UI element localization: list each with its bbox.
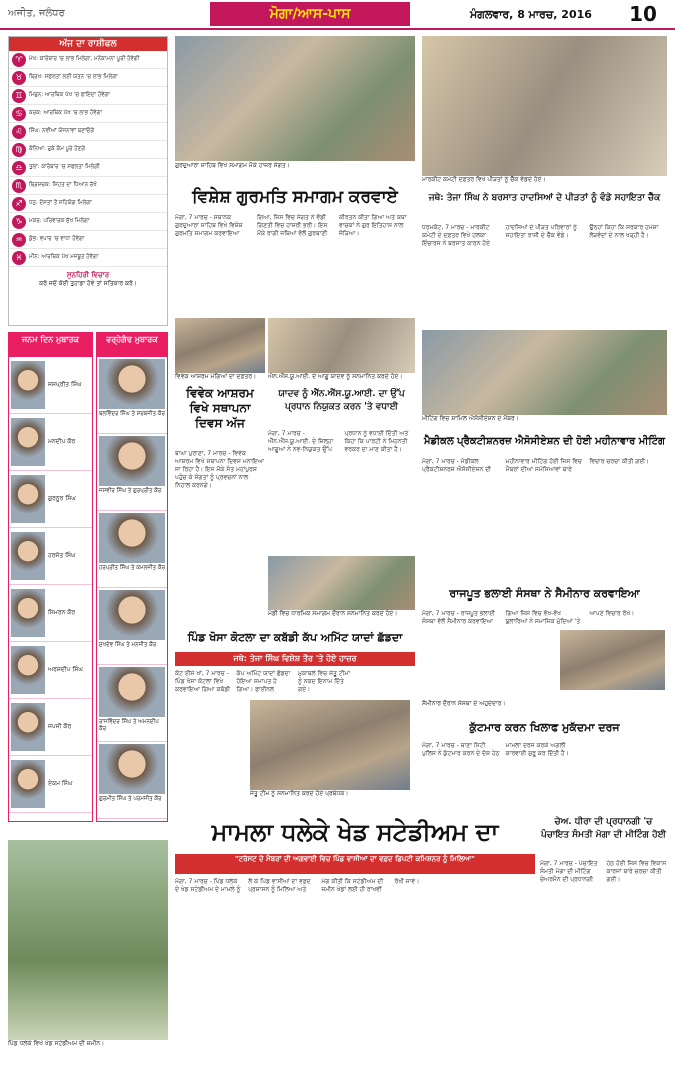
zodiac-row xyxy=(9,105,167,123)
zodiac-text: ਕੰਨਿਆ: ਰੁਕੇ ਕੰਮ ਪੂਰੇ ਹੋਣਗੇ xyxy=(29,146,86,152)
horoscope-box xyxy=(8,36,168,326)
zodiac-text: ਬ੍ਰਿਖ: ਸਫਲਤਾ ਲਈ ਯਤਨ 'ਚ ਲਾਭ ਮਿਲੇਗਾ xyxy=(29,74,118,80)
zodiac-text: ਮੀਨ: ਆਰਥਿਕ ਪੱਖ ਮਜ਼ਬੂਤ ਹੋਵੇਗਾ xyxy=(29,254,99,260)
medical-photo xyxy=(422,330,667,415)
medical-caption: ਮੀਟਿੰਗ ਵਿਚ ਸ਼ਾਮਿਲ ਐਸੋਸੀਏਸ਼ਨ ਦੇ ਮੈਂਬਰ। xyxy=(422,415,667,427)
page-header xyxy=(0,0,675,30)
anniversary-card xyxy=(97,511,167,588)
couple-photo xyxy=(99,590,165,640)
samagam-photo xyxy=(175,36,415,161)
zodiac-text: ਮਕਰ: ਪਰਿਵਾਰਕ ਸੁੱਖ ਮਿਲੇਗਾ xyxy=(29,218,90,224)
zodiac-row xyxy=(9,249,167,267)
anniversary-list xyxy=(97,357,167,819)
stadium-photo xyxy=(8,840,168,1040)
samagam-headline: ਵਿਸ਼ੇਸ਼ ਗੁਰਮਤਿ ਸਮਾਗਮ ਕਰਵਾਏ xyxy=(192,187,398,207)
yadav-photo xyxy=(268,318,415,373)
date-label: ਮੰਗਲਵਾਰ, 8 ਮਾਰਚ, 2016 xyxy=(470,8,592,21)
medical-headline: ਮੈਡੀਕਲ ਪ੍ਰੈਕਟੀਸ਼ਨਰਜ਼ ਐਸੋਸੀਏਸ਼ਨ ਦੀ ਹੋਈ ਮਹੀਨਾਵਾਰ ਮੀਟਿੰਗ xyxy=(424,436,665,447)
rajput-headline: ਰਾਜਪੂਤ ਭਲਾਈ ਸੰਸਥਾ ਨੇ ਸੈਮੀਨਾਰ ਕਰਵਾਇਆ xyxy=(449,587,640,600)
zodiac-text: ਸਿੰਘ: ਨਵੀਆਂ ਯੋਜਨਾਵਾਂ ਬਣਾਓਗੇ xyxy=(29,128,95,134)
zodiac-icon: ♑ xyxy=(12,215,26,229)
kabaddi-photo xyxy=(250,700,410,790)
zodiac-row xyxy=(9,177,167,195)
samagam-body: ਮੋਗਾ, 7 ਮਾਰਚ - ਸਥਾਨਕ ਗੁਰਦੁਆਰਾ ਸਾਹਿਬ ਵਿਖੇ ਵਿਸ਼ੇਸ਼ ਗੁਰਮਤਿ ਸਮਾਗਮ ਕਰਵਾਇਆ ਗਿਆ, ਜਿਸ ਵਿਚ ਸੰਗਤ ਨੇ ਵੱਡੀ ਗਿਣਤੀ ਵਿਚ ਹਾਜ਼ਰੀ ਭਰੀ। ਇਸ ਮੌਕੇ ਰਾਗੀ ਜਥਿਆਂ ਵੱਲੋਂ ਗੁਰਬਾਣੀ ਕੀਰਤਨ ਕੀਤਾ ਗਿਆ ਅਤੇ ਕਥਾ ਵਾਚਕਾਂ ਨੇ ਗੁਰ ਇਤਿਹਾਸ ਨਾਲ ਜੋੜਿਆ। xyxy=(175,214,407,237)
kabaddi-headline: ਪਿੰਡ ਖੋਸਾ ਕੋਟਲਾ ਦਾ ਕਬੱਡੀ ਕੱਪ ਅਮਿੱਟ ਯਾਦਾਂ ਛੱਡਦਾ xyxy=(187,631,403,644)
zodiac-text: ਤੁਲਾ: ਕਾਰੋਬਾਰ 'ਚ ਸਫਲਤਾ ਮਿਲੇਗੀ xyxy=(29,164,100,170)
birthday-name: ਜਸਪ੍ਰੀਤ ਸਿੰਘ xyxy=(48,381,82,388)
zodiac-icon: ♉ xyxy=(12,71,26,85)
chowk-photo xyxy=(422,36,667,176)
birthday-name: ਜਪਜੀ ਕੌਰ xyxy=(48,723,72,730)
zodiac-text: ਮੇਖ: ਕਾਰੋਬਾਰ 'ਚ ਲਾਭ ਮਿਲੇਗਾ, ਮਨੋਕਾਮਨਾ ਪੂਰੀ ਹੋਵੇਗੀ xyxy=(29,56,140,62)
anniversary-names: ਜਸਵੀਰ ਸਿੰਘ ਤੇ ਗੁਰਪ੍ਰੀਤ ਕੌਰ xyxy=(99,488,162,494)
zodiac-row xyxy=(9,69,167,87)
zodiac-row xyxy=(9,123,167,141)
zodiac-text: ਧਨੁ: ਦੋਸਤਾਂ ਤੋਂ ਸਹਿਯੋਗ ਮਿਲੇਗਾ xyxy=(29,200,92,206)
section-title: ਮੋਗਾ/ਆਸ-ਪਾਸ xyxy=(210,2,410,26)
avatar xyxy=(11,646,45,694)
couple-photo xyxy=(99,513,165,563)
zodiac-icon: ♊ xyxy=(12,89,26,103)
zodiac-icon: ♓ xyxy=(12,251,26,265)
zodiac-icon: ♒ xyxy=(12,233,26,247)
anniversary-box xyxy=(96,332,168,822)
zodiac-list xyxy=(9,51,167,267)
anniversary-card xyxy=(97,434,167,511)
birthday-card xyxy=(9,699,92,756)
mandi-caption: ਮੰਡੀ ਵਿਚ ਧਾਰਮਿਕ ਸਮਾਗਮ ਦੌਰਾਨ ਸਨਮਾਨਿਤ ਕਰਦੇ ਹੋਏ। xyxy=(268,610,415,622)
couple-photo xyxy=(99,744,165,794)
zodiac-text: ਬ੍ਰਿਸ਼ਚਕ: ਸਿਹਤ ਦਾ ਧਿਆਨ ਰੱਖੋ xyxy=(29,182,97,188)
couple-photo xyxy=(99,667,165,717)
birthday-box xyxy=(8,332,93,822)
anniversary-title: ਵਰ੍ਹੇਗੰਢ ਮੁਬਾਰਕ xyxy=(97,333,167,357)
rajput-body: ਮੋਗਾ, 7 ਮਾਰਚ - ਰਾਜਪੂਤ ਭਲਾਈ ਸੰਸਥਾ ਵੱਲੋਂ ਸੈਮੀਨਾਰ ਕਰਵਾਇਆ ਗਿਆ ਜਿਸ ਵਿਚ ਵੱਖ-ਵੱਖ ਬੁਲਾਰਿਆਂ ਨੇ ਸਮਾਜਿਕ ਮੁੱਦਿਆਂ 'ਤੇ ਆਪਣੇ ਵਿਚਾਰ ਰੱਖੇ। xyxy=(422,610,635,625)
chowk-caption: ਮਾਰਕੀਟ ਕਮੇਟੀ ਦਫ਼ਤਰ ਵਿਖੇ ਪੀੜਤਾਂ ਨੂੰ ਚੈੱਕ ਵੰਡਦੇ ਹੋਏ। xyxy=(422,176,667,190)
anniversary-card xyxy=(97,588,167,665)
avatar xyxy=(11,475,45,523)
birthday-name: ਸਿਮਰਨ ਕੌਰ xyxy=(48,609,76,616)
zodiac-row xyxy=(9,87,167,105)
birthday-name: ਹਰਜੋਤ ਸਿੰਘ xyxy=(48,552,76,559)
anniversary-card xyxy=(97,357,167,434)
birthday-name: ਅਰਸ਼ਦੀਪ ਸਿੰਘ xyxy=(48,666,83,673)
zodiac-icon: ♌ xyxy=(12,125,26,139)
ashram-headline: ਵਿਵੇਕ ਆਸ਼ਰਮ ਵਿਖੇ ਸਥਾਪਨਾ ਦਿਵਸ ਅੱਜ xyxy=(186,386,254,430)
yadav-headline: ਯਾਦਵ ਨੂੰ ਐੱਨ.ਐੱਸ.ਯੂ.ਆਈ. ਦਾ ਉੱਪ ਪ੍ਰਧਾਨ ਨਿਯੁਕਤ ਕਰਨ 'ਤੇ ਵਧਾਈ xyxy=(278,389,405,412)
stadium-body: ਮੋਗਾ, 7 ਮਾਰਚ - ਪਿੰਡ ਧਲੇਕੇ ਦੇ ਖੇਡ ਸਟੇਡੀਅਮ ਦੇ ਮਾਮਲੇ ਨੂੰ ਲੈ ਕੇ ਪਿੰਡ ਵਾਸੀਆਂ ਦਾ ਵਫ਼ਦ ਪ੍ਰਸ਼ਾਸਨ ਨੂੰ ਮਿਲਿਆ ਅਤੇ ਮੰਗ ਕੀਤੀ ਕਿ ਸਟੇਡੀਅਮ ਦੀ ਜ਼ਮੀਨ ਖੇਡਾਂ ਲਈ ਹੀ ਰਾਖਵੀਂ ਰੱਖੀ ਜਾਵੇ। xyxy=(175,878,420,893)
medical-body: ਮੋਗਾ, 7 ਮਾਰਚ - ਮੈਡੀਕਲ ਪ੍ਰੈਕਟੀਸ਼ਨਰਜ਼ ਐਸੋਸੀਏਸ਼ਨ ਦੀ ਮਹੀਨਾਵਾਰ ਮੀਟਿੰਗ ਹੋਈ ਜਿਸ ਵਿਚ ਮੈਂਬਰਾਂ ਦੀਆਂ ਸਮੱਸਿਆਵਾਂ ਬਾਰੇ ਵਿਚਾਰ ਚਰਚਾ ਕੀਤੀ ਗਈ। xyxy=(422,458,650,473)
panchayat-headline: ਚੇਅ. ਧੀਰਾ ਦੀ ਪ੍ਰਧਾਨਗੀ 'ਚ ਪੰਚਾਇਤ ਸੰਮਤੀ ਮੋਗਾ ਦੀ ਮੀਟਿੰਗ ਹੋਈ xyxy=(541,817,666,840)
ashram-caption: ਵਿਵੇਕ ਆਸ਼ਰਮ ਮੰਗਿਆਂ ਦਾ ਦਫ਼ਤਰ। xyxy=(175,373,265,383)
birthday-title: ਜਨਮ ਦਿਨ ਮੁਬਾਰਕ xyxy=(9,333,92,357)
mandi-photo xyxy=(268,556,415,610)
anniversary-names: ਸੁਖਦੇਵ ਸਿੰਘ ਤੇ ਮਨਜੀਤ ਕੌਰ xyxy=(99,642,157,648)
anniversary-names: ਬਲਵਿੰਦਰ ਸਿੰਘ ਤੇ ਸਰਬਜੀਤ ਕੌਰ xyxy=(99,411,165,417)
zodiac-row xyxy=(9,51,167,69)
thought-title: ਸੁਨਹਿਰੀ ਵਿਚਾਰ xyxy=(66,271,110,279)
zodiac-text: ਕੁੰਭ: ਵਪਾਰ 'ਚ ਵਾਧਾ ਹੋਵੇਗਾ xyxy=(29,236,85,242)
ashram-photo xyxy=(175,318,265,373)
avatar xyxy=(11,589,45,637)
ashram-body: ਬਾਘਾ ਪੁਰਾਣਾ, 7 ਮਾਰਚ - ਵਿਵੇਕ ਆਸ਼ਰਮ ਵਿਖੇ ਸਥਾਪਨਾ ਦਿਵਸ ਮਨਾਇਆ ਜਾ ਰਿਹਾ ਹੈ। ਇਸ ਮੌਕੇ ਸੰਤ ਮਹਾਂਪੁਰਸ਼ ਪਹੁੰਚ ਕੇ ਸੰਗਤਾਂ ਨੂੰ ਪ੍ਰਵਚਨਾਂ ਨਾਲ ਨਿਹਾਲ ਕਰਨਗੇ। xyxy=(175,450,264,489)
avatar xyxy=(11,703,45,751)
birthday-name: ਗੁਰਨੂਰ ਸਿੰਘ xyxy=(48,495,76,502)
birthday-name: ਏਕਮ ਸਿੰਘ xyxy=(48,780,73,787)
zodiac-icon: ♈ xyxy=(12,53,26,67)
birthday-list xyxy=(9,357,92,813)
zodiac-icon: ♐ xyxy=(12,197,26,211)
birthday-card xyxy=(9,357,92,414)
panchayat-body: ਮੋਗਾ, 7 ਮਾਰਚ - ਪੰਚਾਇਤ ਸੰਮਤੀ ਮੋਗਾ ਦੀ ਮੀਟਿੰਗ ਚੇਅਰਮੈਨ ਦੀ ਪ੍ਰਧਾਨਗੀ ਹੇਠ ਹੋਈ ਜਿਸ ਵਿਚ ਵਿਕਾਸ ਕਾਰਜਾਂ ਬਾਰੇ ਚਰਚਾ ਕੀਤੀ ਗਈ। xyxy=(540,860,667,883)
kabaddi-body: ਕੋਟ ਈਸੇ ਖਾਂ, 7 ਮਾਰਚ - ਪਿੰਡ ਖੋਸਾ ਕੋਟਲਾ ਵਿਖੇ ਕਰਵਾਇਆ ਗਿਆ ਕਬੱਡੀ ਕੱਪ ਅਮਿੱਟ ਯਾਦਾਂ ਛੱਡਦਾ ਹੋਇਆ ਸਮਾਪਤ ਹੋ ਗਿਆ। ਫਾਈਨਲ ਮੁਕਾਬਲੇ ਵਿਚ ਜੇਤੂ ਟੀਮਾਂ ਨੂੰ ਨਕਦ ਇਨਾਮ ਦਿੱਤੇ ਗਏ। xyxy=(175,670,351,693)
yadav-body: ਮੋਗਾ, 7 ਮਾਰਚ - ਐੱਨ.ਐੱਸ.ਯੂ.ਆਈ. ਦੇ ਜ਼ਿਲ੍ਹਾ ਆਗੂਆਂ ਨੇ ਨਵ-ਨਿਯੁਕਤ ਉੱਪ ਪ੍ਰਧਾਨ ਨੂੰ ਵਧਾਈ ਦਿੱਤੀ ਅਤੇ ਕਿਹਾ ਕਿ ਪਾਰਟੀ ਨੇ ਮਿਹਨਤੀ ਵਰਕਰ ਦਾ ਮਾਣ ਕੀਤਾ ਹੈ। xyxy=(268,430,409,453)
zodiac-row xyxy=(9,159,167,177)
avatar xyxy=(11,532,45,580)
yadav-caption: ਐਨ.ਐੱਸ.ਯੂ.ਆਈ. ਦੇ ਆਗੂ ਯਾਦਵ ਨੂੰ ਸਨਮਾਨਿਤ ਕਰਦੇ ਹੋਏ। xyxy=(268,373,415,383)
stadium-headline: ਮਾਮਲਾ ਧਲੇਕੇ ਖੇਡ ਸਟੇਡੀਅਮ ਦਾ xyxy=(211,817,499,846)
zodiac-row xyxy=(9,231,167,249)
zodiac-icon: ♏ xyxy=(12,179,26,193)
kutmar-headline: ਕੁੱਟਮਾਰ ਕਰਨ ਖਿਲਾਫ ਮੁਕੱਦਮਾ ਦਰਜ xyxy=(469,721,620,734)
kabaddi-subhead: ਜਥੇ: ਤੇਜਾ ਸਿੰਘ ਵਿਸ਼ੇਸ਼ ਤੌਰ 'ਤੇ ਹੋਏ ਹਾਜ਼ਰ xyxy=(175,652,415,666)
avatar xyxy=(11,361,45,409)
avatar xyxy=(11,418,45,466)
rajput-photo xyxy=(560,630,665,690)
rajput-caption: ਸੈਮੀਨਾਰ ਦੌਰਾਨ ਸੰਸਥਾ ਦੇ ਅਹੁਦੇਦਾਰ। xyxy=(422,700,667,712)
anniversary-card xyxy=(97,742,167,819)
birthday-card xyxy=(9,528,92,585)
horoscope-title: ਅੱਜ ਦਾ ਰਾਸ਼ੀਫਲ xyxy=(9,37,167,51)
couple-photo xyxy=(99,436,165,486)
anniversary-names: ਗੁਰਮੀਤ ਸਿੰਘ ਤੇ ਪਰਮਜੀਤ ਕੌਰ xyxy=(99,796,162,802)
samagam-caption: ਗੁਰਦੁਆਰਾ ਸਾਹਿਬ ਵਿਖੇ ਸਮਾਗਮ ਮੌਕੇ ਹਾਜ਼ਰ ਸੰਗਤ। xyxy=(175,162,415,180)
thought-text: ਕਰੋ ਜਦੋਂ ਕੋਈ ਤੁਹਾਡਾ ਹੋਵੇ ਤਾਂ ਸਤਿਕਾਰ ਕਰੋ। xyxy=(39,280,137,287)
couple-photo xyxy=(99,359,165,409)
stadium-photo-caption: ਪਿੰਡ ਧਲੇਕੇ ਵਿਖੇ ਖੇਡ ਸਟੇਡੀਅਮ ਦੀ ਜ਼ਮੀਨ। xyxy=(8,1040,168,1056)
anniversary-card xyxy=(97,665,167,742)
zodiac-icon: ♍ xyxy=(12,143,26,157)
anniversary-names: ਹਰਪ੍ਰੀਤ ਸਿੰਘ ਤੇ ਕਮਲਜੀਤ ਕੌਰ xyxy=(99,565,165,571)
edition-label: ਅਜੀਤ, ਜਲੰਧਰ xyxy=(8,8,65,19)
birthday-card xyxy=(9,414,92,471)
page-number: 10 xyxy=(629,2,657,26)
zodiac-row xyxy=(9,141,167,159)
zodiac-text: ਕਰਕ: ਆਰਥਿਕ ਪੱਖ 'ਚ ਲਾਭ ਹੋਵੇਗਾ xyxy=(29,110,103,116)
zodiac-icon: ♎ xyxy=(12,161,26,175)
birthday-card xyxy=(9,585,92,642)
chowk-body: ਧਰਮਕੋਟ, 7 ਮਾਰਚ - ਮਾਰਕੀਟ ਕਮੇਟੀ ਦੇ ਦਫ਼ਤਰ ਵਿਖੇ ਹਲਕਾ ਇੰਚਾਰਜ ਨੇ ਬਰਸਾਤ ਕਾਰਨ ਹੋਏ ਹਾਦਸਿਆਂ ਦੇ ਪੀੜਤ ਪਰਿਵਾਰਾਂ ਨੂੰ ਸਹਾਇਤਾ ਰਾਸ਼ੀ ਦੇ ਚੈੱਕ ਵੰਡੇ। ਉਨ੍ਹਾਂ ਕਿਹਾ ਕਿ ਸਰਕਾਰ ਹਮੇਸ਼ਾ ਲੋੜਵੰਦਾਂ ਦੇ ਨਾਲ ਖੜ੍ਹੀ ਹੈ। xyxy=(422,224,659,247)
birthday-name: ਮਨਦੀਪ ਕੌਰ xyxy=(48,438,76,445)
avatar xyxy=(11,760,45,808)
anniversary-names: ਰਾਜਵਿੰਦਰ ਸਿੰਘ ਤੇ ਅਮਨਦੀਪ ਕੌਰ xyxy=(99,719,159,732)
chowk-headline: ਜਥੇ: ਤੇਜਾ ਸਿੰਘ ਨੇ ਬਰਸਾਤ ਹਾਦਸਿਆਂ ਦੇ ਪੀੜਤਾਂ ਨੂੰ ਵੰਡੇ ਸਹਾਇਤਾ ਚੈੱਕ xyxy=(428,193,661,203)
kabaddi-caption: ਜੇਤੂ ਟੀਮ ਨੂੰ ਸਨਮਾਨਿਤ ਕਰਦੇ ਹੋਏ ਪ੍ਰਬੰਧਕ। xyxy=(250,790,410,802)
zodiac-row xyxy=(9,195,167,213)
stadium-subhead: "ਟਰੱਸਟ ਦੇ ਮੈਂਬਰਾਂ ਦੀ ਅਗਵਾਈ ਵਿਚ ਪਿੰਡ ਵਾਸੀਆਂ ਦਾ ਵਫ਼ਦ ਡਿਪਟੀ ਕਮਿਸ਼ਨਰ ਨੂੰ ਮਿਲਿਆ" xyxy=(175,854,535,874)
zodiac-text: ਮਿਥੁਨ: ਆਰਥਿਕ ਪੱਖ 'ਚ ਫਾਇਦਾ ਹੋਵੇਗਾ xyxy=(29,92,110,98)
zodiac-icon: ♋ xyxy=(12,107,26,121)
kutmar-body: ਮੋਗਾ, 7 ਮਾਰਚ - ਥਾਣਾ ਸਿਟੀ ਪੁਲਿਸ ਨੇ ਕੁੱਟਮਾਰ ਕਰਨ ਦੇ ਦੋਸ਼ ਹੇਠ ਮਾਮਲਾ ਦਰਜ ਕਰਕੇ ਅਗਲੀ ਕਾਰਵਾਈ ਸ਼ੁਰੂ ਕਰ ਦਿੱਤੀ ਹੈ। xyxy=(422,742,569,757)
birthday-card xyxy=(9,471,92,528)
birthday-card xyxy=(9,756,92,813)
zodiac-row xyxy=(9,213,167,231)
birthday-card xyxy=(9,642,92,699)
